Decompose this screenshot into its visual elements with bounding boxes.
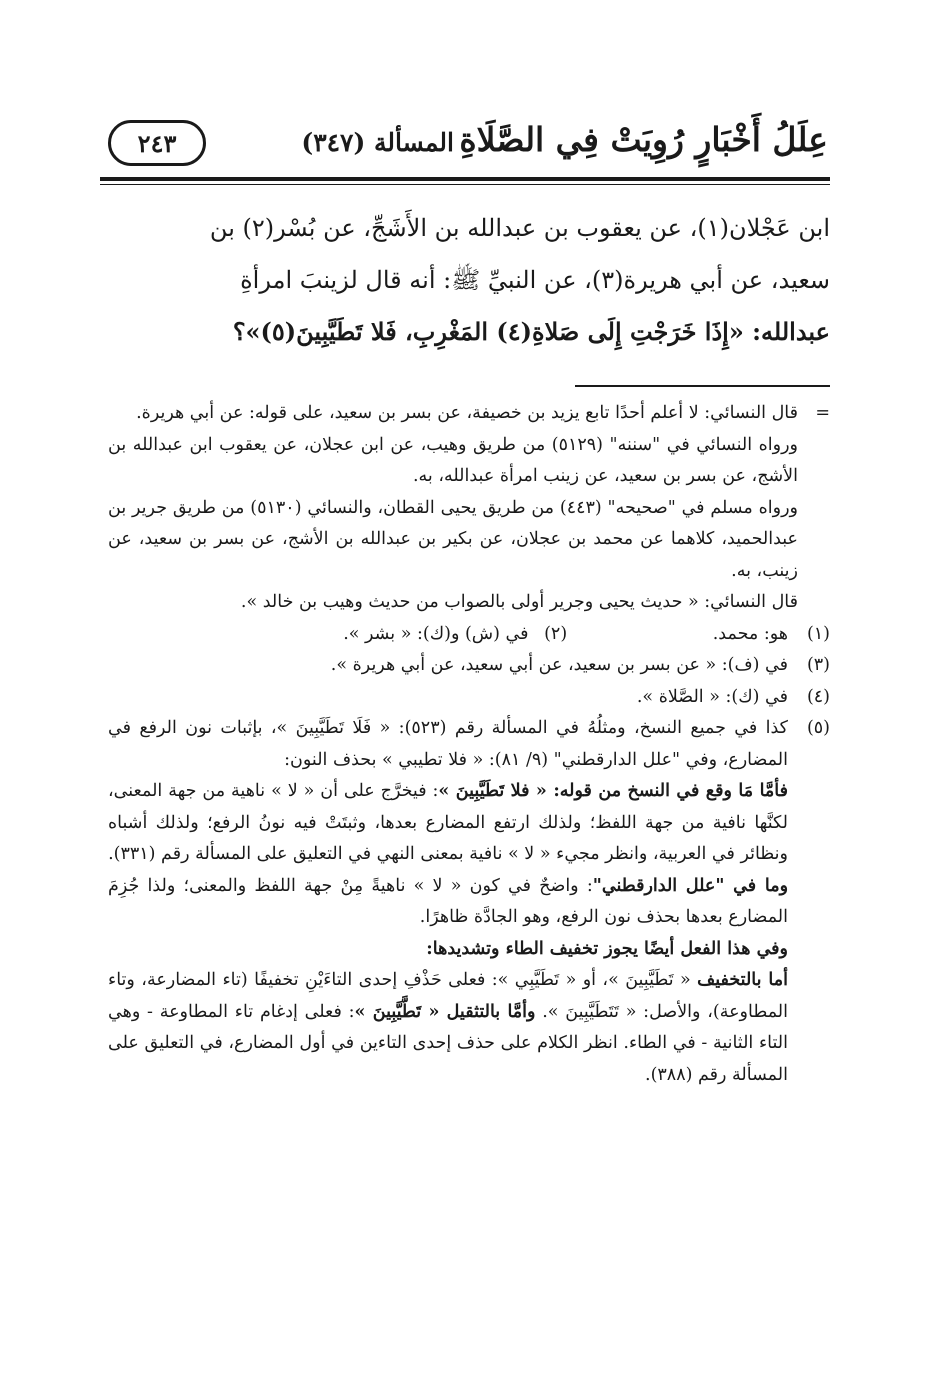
continuation-marker: = (815, 403, 830, 423)
footnote-1-2 (108, 619, 830, 651)
footnote-number: (٢) (544, 623, 568, 644)
note-paragraph: قال النسائي: « حديث يحيى وجرير أولى بالصواب من حديث وهيب بن خالد ». (240, 592, 798, 612)
footnote-number: (٣) (806, 655, 830, 675)
note-paragraph (108, 776, 788, 871)
note-paragraph (108, 965, 788, 1091)
main-text-line: ابن عَجْلان(١)، عن يعقوب بن عبدالله بن الأَشَجِّ، عن بُسْر(٢) بن (209, 214, 830, 242)
footnote-4 (108, 682, 830, 714)
note-paragraph (108, 871, 788, 934)
main-text-line: عبدالله: «إِذَا خَرَجْتِ إِلَى صَلاةِ(٤) المَغْرِبِ، فَلا تَطَيَّبِينَ(٥)»؟ (232, 317, 830, 346)
note-paragraph: ورواه النسائي في "سننه" (٥١٢٩) من طريق وهيب، عن ابن عجلان، عن يعقوب ابن عبدالله بن الأشج، عن بسر بن سعيد، عن زينب امرأة عبدالله، به. (108, 434, 798, 486)
note-paragraph: قال النسائي: لا أعلم أحدًا تابع يزيد بن خصيفة، عن بسر بن سعيد، على قوله: عن أبي هريرة. (136, 403, 798, 423)
bold-phrase: أما بالتخفيف (697, 970, 788, 990)
footnote-text: في (ف): « عن بسر بن سعيد، عن أبي سعيد، عن أبي هريرة ». (330, 655, 788, 675)
continued-note (108, 398, 830, 619)
main-text-line: سعيد، عن أبي هريرة(٣)، عن النبيِّ ﷺ: أنه قال لزينبَ امرأةِ (240, 266, 830, 294)
note-text: : فعلى إدغام تاء المطاوعة - وهي التاء الثانية - في الطاء. انظر الكلام على حذف إحدى التاءين في أول المضارع، في التعليق على المسألة رقم (٣٨٨). (108, 1001, 788, 1085)
note-paragraph: كذا في جميع النسخ، ومثلُهُ في المسألة رقم (٥٢٣): « فَلَا تَطَيَّبِينَ »، بإثبات نون الرفع في المضارع، وفي "علل الدارقطني" (٩/ ٨١): « فلا تطيبي » بحذف النون: (108, 718, 789, 770)
header-rule-thin (100, 184, 830, 185)
footnotes (108, 398, 830, 1091)
note-text: : فيخرَّج على أن « لا » ناهية من جهة المعنى، لكنَّها نافية من جهة اللفظ؛ ولذلك ارتفع المضارع بعدها، وثبتَتْ فيه نونُ الرفع؛ ولذلك أشباه ونظائر في العربية، وانظر مجيء « لا » نافية بمعنى النهي في التعليق على المسألة رقم (٣٣١). (108, 781, 788, 864)
note-text: : واضحٌ في كون « لا » ناهيةً مِنْ جهة اللفظ والمعنى؛ ولذا جُزِمَ المضارع بعدها بحذف نون الرفع، وهو الجادَّة ظاهرًا. (108, 875, 788, 927)
note-text: « تَطَيَّبِينَ »، أو « تَطَيَّبِي »: فعلى حَذْفِ إحدى التاءَيْنِ تخفيفًا (تاء المضارعة، وتاء المطاوعة)، والأصل: « تَتَطَيَّبِينَ ». (108, 970, 789, 1022)
footnote-3 (108, 650, 830, 682)
page-header (108, 112, 828, 172)
note-paragraph: ورواه مسلم في "صحيحه" (٤٤٣) من طريق يحيى القطان، والنسائي (٥١٣٠) من طريق جرير بن عبدالحميد، كلاهما عن محمد بن عجلان، عن بكير بن عبدالله بن الأشج، عن بسر بن سعيد، عن زينب، به. (108, 497, 799, 581)
footnote-text: هو: محمد. (712, 623, 788, 644)
footnote-number: (٥) (806, 718, 830, 738)
main-text (108, 202, 830, 358)
page-number-badge: ٢٤٣ (108, 120, 206, 166)
issue-label: المسألة (٣٤٧) (301, 128, 454, 157)
footnote-number: (١) (806, 623, 830, 644)
bold-phrase: فأمَّا مَا وقع في النسخ من قوله: « فلا تَطَيَّبِينَ » (438, 781, 788, 801)
footnote-5 (108, 713, 830, 1091)
running-title: عِلَلُ أَخْبَارٍ رُوِيَتْ فِي الصَّلَاةِ (459, 120, 828, 159)
footnote-text: في (ش) و(ك): « بشر ». (343, 623, 529, 644)
bold-phrase: وأمَّا بالتثقيل « تَطَّيَّبِينَ » (354, 1001, 536, 1022)
header-rule-thick (100, 177, 830, 181)
note-paragraph: وفي هذا الفعل أيضًا يجوز تخفيف الطاء وتشديدها: (426, 938, 788, 959)
footnote-text: في (ك): « الصَّلاة ». (636, 686, 788, 707)
bold-phrase: وما في "علل الدارقطني" (592, 875, 789, 896)
footnote-number: (٤) (806, 686, 830, 707)
footnote-separator (575, 385, 830, 387)
